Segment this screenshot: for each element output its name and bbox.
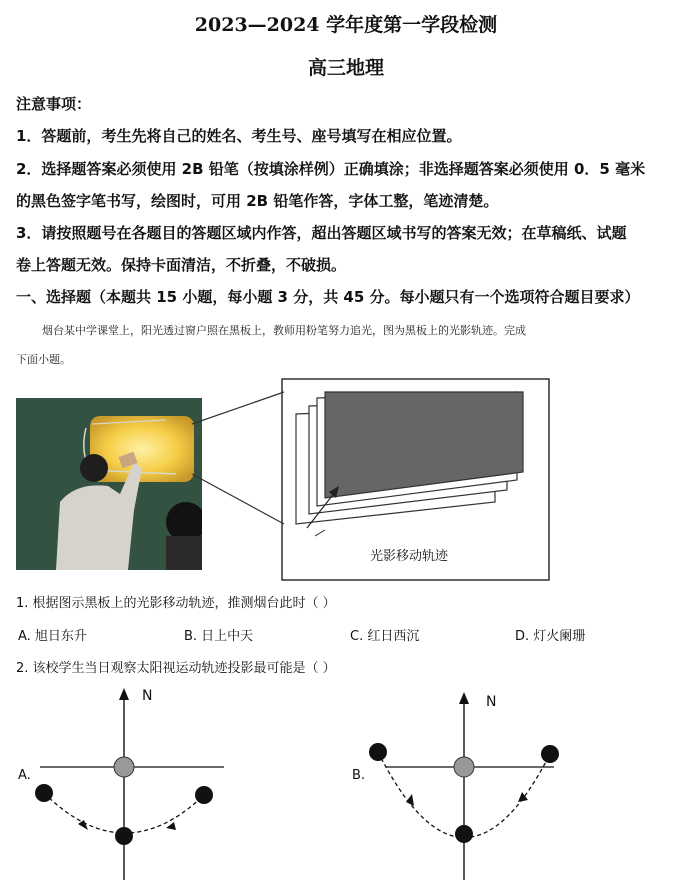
notice-line-4: 3．请按照题号在各题目的答题区域内作答，超出答题区域书写的答案无效；在草稿纸、试题 <box>16 224 627 242</box>
sun-icon <box>369 743 387 761</box>
arrow-icon <box>78 820 88 830</box>
question-2: 2. 该校学生当日观察太阳视运动轨迹投影最可能是（ ） <box>16 661 336 676</box>
question-1: 1. 根据图示黑板上的光影移动轨迹，推测烟台此时（ ） <box>16 596 336 611</box>
q1-option-c[interactable]: C. 红日西沉 <box>350 629 420 644</box>
north-arrow-icon <box>119 688 129 700</box>
notice-line-2: 2．选择题答案必须使用 2B 铅笔（按填涂样例）正确填涂；非选择题答案必须使用 0．5 毫米 <box>16 160 646 178</box>
q2-option-b-label[interactable]: B. <box>352 768 366 783</box>
intro-line-1: 烟台某中学课堂上，阳光透过窗户照在黑板上，教师用粉笔努力追光，图为黑板上的光影轨迹。完成 <box>42 324 526 337</box>
notice-line-1: 1．答题前，考生先将自己的姓名、考生号、座号填写在相应位置。 <box>16 127 462 145</box>
north-arrow-icon <box>459 692 469 704</box>
notice-line-3: 的黑色签字笔书写，绘图时，可用 2B 铅笔作答，字体工整，笔迹清楚。 <box>16 192 499 210</box>
north-label: N <box>142 688 153 704</box>
sun-icon <box>455 825 473 843</box>
q1-option-b[interactable]: B. 日上中天 <box>184 629 254 644</box>
q1-option-a[interactable]: A. 旭日东升 <box>18 629 87 644</box>
observer-point <box>454 757 474 777</box>
section-heading: 一、选择题（本题共 15 小题，每小题 3 分，共 45 分。每小题只有一个选项符合题目要求） <box>16 288 640 306</box>
observer-point <box>114 757 134 777</box>
blackboard-photo <box>16 398 202 570</box>
connector-lines <box>190 390 300 530</box>
q2-option-a-label[interactable]: A. <box>18 768 31 783</box>
exam-title: 2023—2024 学年度第一学段检测 <box>194 14 498 36</box>
notice-heading: 注意事项： <box>16 95 92 113</box>
north-label: N <box>486 694 497 710</box>
figure-caption: 光影移动轨迹 <box>370 549 449 564</box>
intro-line-2: 下面小题。 <box>16 353 71 366</box>
notice-line-5: 卷上答题无效。保持卡面清洁，不折叠，不破损。 <box>16 256 347 274</box>
q1-option-d[interactable]: D. 灯火阑珊 <box>515 629 586 644</box>
arrow-icon <box>166 822 176 830</box>
exam-subtitle: 高三地理 <box>307 57 384 79</box>
sun-icon <box>35 784 53 802</box>
sun-path-option-b[interactable] <box>364 682 564 880</box>
sun-path-option-a[interactable] <box>30 682 230 880</box>
sun-icon <box>195 786 213 804</box>
sun-icon <box>541 745 559 763</box>
sun-icon <box>115 827 133 845</box>
